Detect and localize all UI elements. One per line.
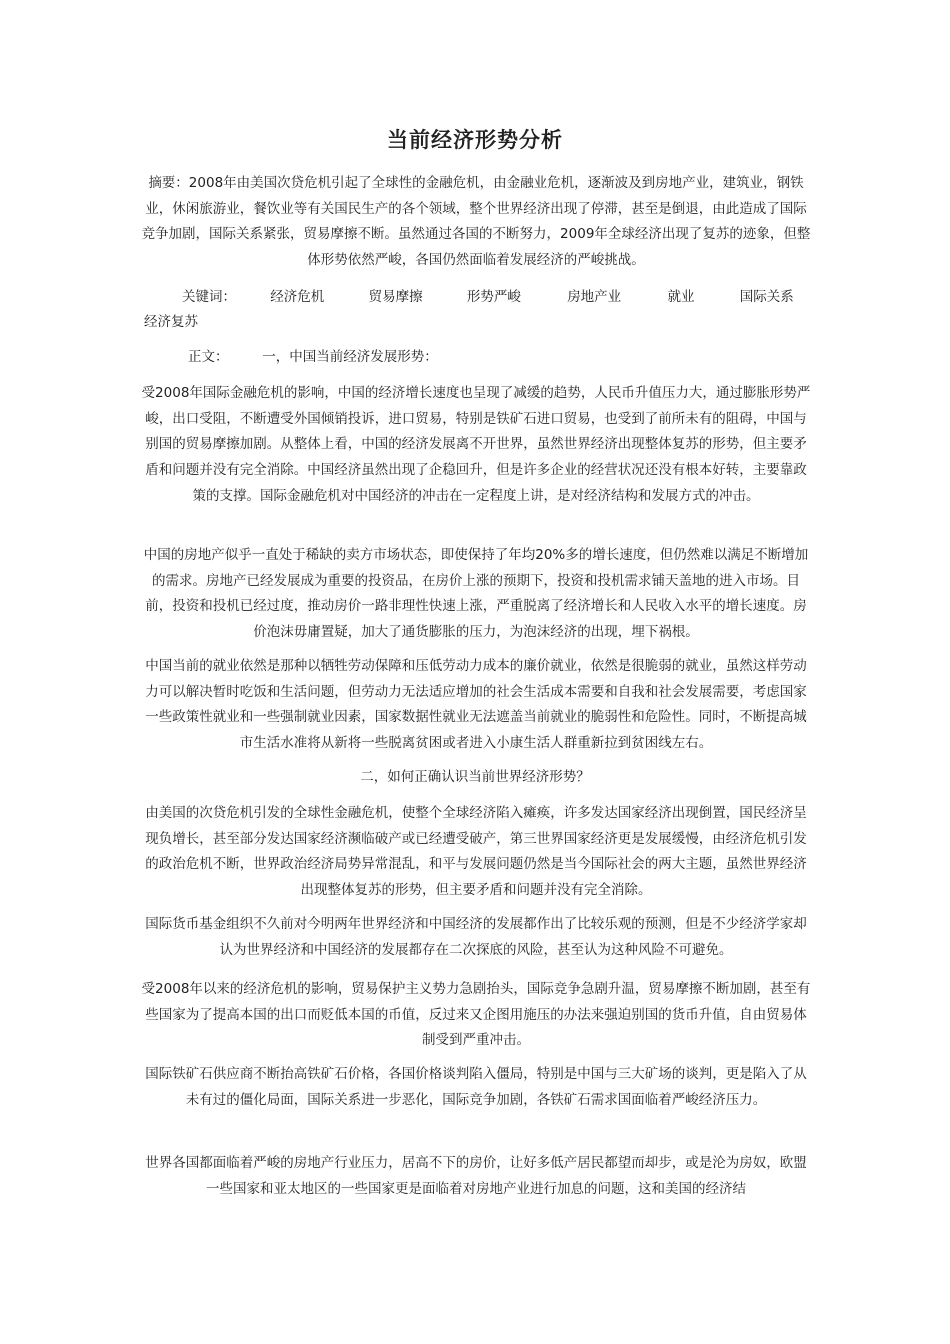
body-paragraph: 中国当前的就业依然是那种以牺牲劳动保障和压低劳动力成本的廉价就业，依然是很脆弱的就业，虽然这样劳动力可以解决暂时吃饭和生活问题，但劳动力无法适应增加的社会生活成本需要和自我和社会发展需要，考虑国家一些政策性就业和一些强制就业因素，国家数据性就业无法遮盖当前就业的脆弱性和危险性。同时，不断提高城市生活水准将从新将一些脱离贫困或者进入小康生活人群重新拉到贫困线左右。 <box>145 658 807 752</box>
keyword-item: 国际关系 <box>739 289 794 305</box>
body-paragraph: 世界各国都面临着严峻的房地产行业压力，居高不下的房价，让好多低产居民都望而却步，或是沦为房奴，欧盟一些国家和亚太地区的一些国家更是面临着对房地产业进行加息的问题，这和美国的经济结 <box>145 1155 807 1197</box>
body-paragraph: 受2008年以来的经济危机的影响，贸易保护主义势力急剧抬头，国际竞争急剧升温，贸易摩擦不断加剧，甚至有些国家为了提高本国的出口而贬低本国的币值，反过来又企图用施压的办法来强迫别国的货币升值，自由贸易体制受到严重冲击。 <box>141 981 811 1049</box>
keyword-item: 贸易摩擦 <box>368 289 423 305</box>
body-paragraph: 国际铁矿石供应商不断抬高铁矿石价格，各国价格谈判陷入僵局，特别是中国与三大矿场的谈判，更是陷入了从未有过的僵化局面，国际关系进一步恶化，国际竞争加剧，各铁矿石需求国面临着严峻经济压力。 <box>145 1066 807 1108</box>
keyword-item: 经济危机 <box>270 289 325 305</box>
keyword-item: 就业 <box>667 289 695 305</box>
abstract-paragraph: 摘要：2008年由美国次贷危机引起了全球性的金融危机，由金融业危机，逐渐波及到房地产业，建筑业，钢铁业，休闲旅游业，餐饮业等有关国民生产的各个领域，整个世界经济出现了停滞，甚至是倒退，由此造成了国际竞争加剧，国际关系紧张，贸易摩擦不断。虽然通过各国的不断努力，2009年全球经济出现了复苏的迹象，但整体形势依然严峻，各国仍然面临着发展经济的严峻挑战。 <box>141 175 811 269</box>
keywords-row <box>182 286 794 308</box>
body-paragraph: 由美国的次贷危机引发的全球性金融危机，使整个全球经济陷入瘫痪，许多发达国家经济出现倒置，国民经济呈现负增长，甚至部分发达国家经济濒临破产或已经遭受破产，第三世界国家经济更是发展缓慢，由经济危机引发的政治危机不断，世界政治经济局势异常混乱，和平与发展问题仍然是当今国际社会的两大主题，虽然世界经济出现整体复苏的形势，但主要矛盾和问题并没有完全消除。 <box>145 805 807 899</box>
body-paragraph: 中国的房地产似乎一直处于稀缺的卖方市场状态，即使保持了年均20%多的增长速度，但仍然难以满足不断增加的需求。房地产已经发展成为重要的投资品，在房价上涨的预期下，投资和投机需求铺天盖地的进入市场。目前，投资和投机已经过度，推动房价一路非理性快速上涨，严重脱离了经济增长和人民收入水平的增长速度。房价泡沫毋庸置疑，加大了通货膨胀的压力，为泡沫经济的出现，埋下祸根。 <box>143 547 809 641</box>
keyword-item: 经济复苏 <box>144 314 198 330</box>
keywords-label: 关键词： <box>182 289 236 305</box>
document-title: 当前经济形势分析 <box>387 128 563 152</box>
body-label: 正文： <box>188 349 229 365</box>
keyword-item: 形势严峻 <box>466 289 521 305</box>
section-heading: 二，如何正确认识当前世界经济形势？ <box>360 769 590 785</box>
body-paragraph: 国际货币基金组织不久前对今明两年世界经济和中国经济的发展都作出了比较乐观的预测，但是不少经济学家却认为世界经济和中国经济的发展都存在二次探底的风险，甚至认为这种风险不可避免。 <box>145 916 807 958</box>
keyword-item: 房地产业 <box>567 289 622 305</box>
body-paragraph: 受2008年国际金融危机的影响，中国的经济增长速度也呈现了减缓的趋势，人民币升值压力大，通过膨胀形势严峻，出口受阻，不断遭受外国倾销投诉，进口贸易，特别是铁矿石进口贸易，也受到了前所未有的阻碍，中国与别国的贸易摩擦加剧。从整体上看，中国的经济发展离不开世界，虽然世界经济出现整体复苏的形势，但主要矛盾和问题并没有完全消除。中国经济虽然出现了企稳回升，但是许多企业的经营状况还没有根本好转，主要靠政策的支撑。国际金融危机对中国经济的冲击在一定程度上讲，是对经济结构和发展方式的冲击。 <box>141 385 811 504</box>
section-heading: 一，中国当前经济发展形势： <box>262 349 438 365</box>
body-intro-row <box>188 346 438 368</box>
